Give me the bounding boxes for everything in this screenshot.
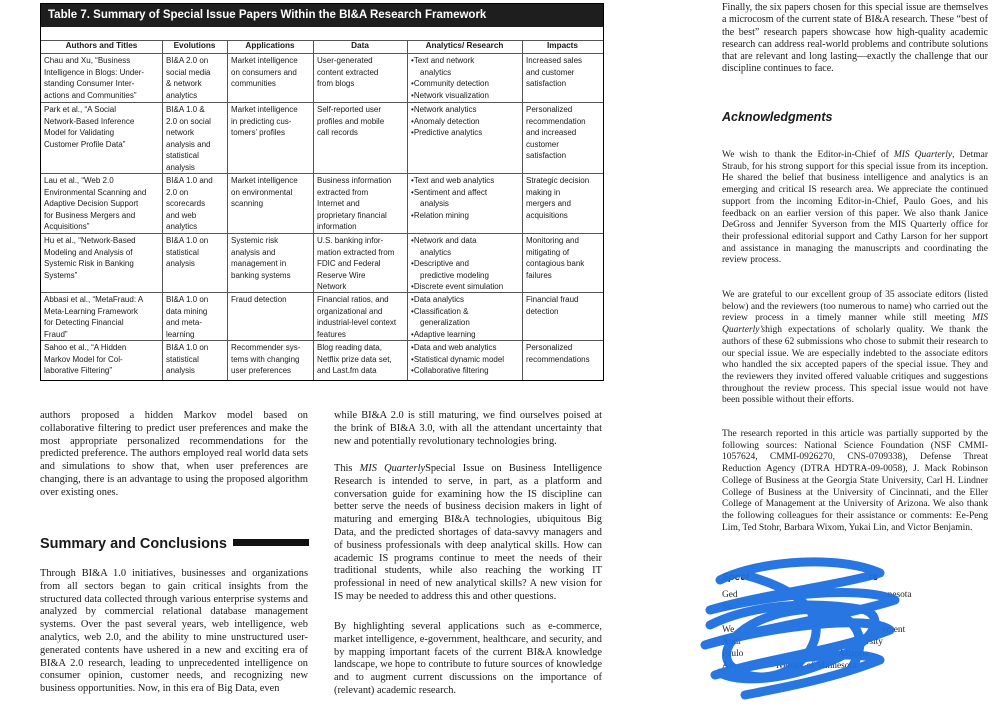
left-paragraph-2: Through BI&A 1.0 initiatives, businesses and organizations from all sectors began to gain critical insights from the structured data collected through various enterprise systems and analyzed by commercial relational database management systems. Over the past several years, web intelligence, web analytics, web 2.0, and the ability to mine unstructured user-generated contents have ushered in a new and exciting era of BI&A 2.0 research, leading to unprecedented intelligence on consumer opinion, customer needs, and recognizing new business opportunities. Now, in this era of Big Data, even <box>40 568 308 695</box>
table-cell-line: customer <box>526 139 559 149</box>
table-cell-line: communities <box>231 79 276 89</box>
table-header-analytics: Analytics/ Research <box>425 41 504 50</box>
table-cell-line: predictive modeling <box>420 270 489 280</box>
table-cell-line: Fraud” <box>44 329 68 339</box>
table-header-applications: Applications <box>245 41 295 50</box>
text-run: high expectations of scholarly quality. We thank the authors of these 62 submissions who chose to submit their research to our special issue. We are especially indebted to the associate editors who handled the six accepted papers of the special issue. They and the reviewers they invited offered valuable critiques and suggestions throughout the review process. This special issue would not have been possible without their efforts. <box>722 325 988 406</box>
table-cell-line: detection <box>526 306 559 316</box>
table-cell-line: Sahoo et al., “A Hidden <box>44 343 127 352</box>
table-cell-line: banking systems <box>231 270 291 280</box>
table-cell-impacts <box>526 104 602 162</box>
table-cell-line: Fraud detection <box>231 295 287 304</box>
table-cell-line: • Predictive analytics <box>411 127 521 139</box>
journal-name: MIS Quarterly <box>359 463 426 474</box>
text-run: Special Issue on Business Intelligence Research is intended to serve, in part, as a platform and conversation guide for examining how the IS discipline can better serve the needs of business decision makers in light of maturing and emerging BI&A technologies, ubiquitous Big Data, and the predicted shortages of data-savvy managers and of business professionals with deep analytical skills. How can academic IS programs continue to meet the needs of their traditional students, while also reaching the working IT professional in need of new analytical skills? A new vision for IS may be needed to address this and other questions. <box>334 463 602 602</box>
table-row-rule <box>41 233 603 234</box>
table-cell-line: • Statistical dynamic model <box>411 354 521 366</box>
table-cell-line: analysis and <box>166 139 211 149</box>
table-cell-line: satisfaction <box>526 151 567 161</box>
table-cell-line: Internet and <box>317 199 360 209</box>
table-cell-line: recommendation <box>526 116 586 126</box>
table-cell-line: features <box>317 329 346 339</box>
table-cell-line: Systemic risk <box>231 236 279 245</box>
table-cell-applications <box>231 342 313 377</box>
table-cell-line: • Community detection <box>411 78 521 90</box>
table-row-rule <box>41 53 603 54</box>
table-cell-line: 2.0 on <box>166 187 189 197</box>
obscured-text: Ged <box>722 589 738 600</box>
table-cell-impacts <box>526 235 602 281</box>
table-cell-line: Monitoring and <box>526 236 579 245</box>
table-cell-impacts <box>526 342 602 365</box>
obscured-text: nesota <box>887 589 912 600</box>
table-cell-line: BI&A 1.0 on <box>166 295 209 304</box>
table-cell-impacts <box>526 55 602 90</box>
table-cell-line: Recommender sys- <box>231 343 301 352</box>
table-cell-line: management in <box>231 259 287 269</box>
table-cell-evolutions <box>166 294 226 340</box>
table-col-rule <box>522 40 523 380</box>
table-cell-line: • Relation mining <box>411 210 521 222</box>
table-cell-impacts <box>526 175 602 221</box>
table-cell-line: analysis <box>420 199 449 209</box>
table-cell-line: and Last.fm data <box>317 366 377 376</box>
table-cell-line: Network <box>317 282 347 292</box>
table-header-data: Data <box>351 41 369 50</box>
table-cell-line: and meta- <box>166 318 203 328</box>
right-paragraph-1: Finally, the six papers chosen for this special issue are themselves a microcosm of the current state of BI&A research. These “best of the best” research papers showcase how high-quality academic research can address real-world problems and contribute solutions that are relevant and long lasting—exactly the challenge that our discipline continues to face. <box>722 2 988 75</box>
table-cell-line: BI&A 1.0 & <box>166 105 205 114</box>
table-cell-line: Netflix prize data set, <box>317 354 392 364</box>
table-cell-authors <box>44 342 160 377</box>
right-paragraph-4: The research reported in this article was partially supported by the following sources: National Science Foundation (NSF CMMI-1057624, CMMI-0926270, CNS-0709338), Defense Threat Reduction Agency (DTRA HDTRA-09-0058), J. Mack Robinson College of Business at the Georgia State University, Carl H. Lindner College of Business at the University of Cincinnati, and the Eller College of Management at the University of Arizona. We also thank the following colleagues for their assistance or comments: Ee-Peng Lim, Ted Stohr, Barbara Wixom, Yukai Lin, and Victor Benjamin. <box>722 429 988 533</box>
table-cell-evolutions <box>166 104 226 174</box>
mid-paragraph-1: while BI&A 2.0 is still maturing, we find ourselves poised at the brink of BI&A 3.0, with all the attendant uncertainty that new and potentially revolutionary technologies bring. <box>334 410 602 447</box>
table-cell-line: • Discrete event simulation <box>411 281 521 293</box>
table-col-rule <box>313 40 314 380</box>
table-cell-line: Network-Based Inference <box>44 116 135 126</box>
table-col-rule <box>407 40 408 380</box>
table-cell-line: content extracted <box>317 67 379 77</box>
table-cell-line: statistical <box>166 151 199 161</box>
table-cell-impacts <box>526 294 602 317</box>
table-cell-line: • Network visualization <box>411 90 521 102</box>
table-cell-line: making in <box>526 187 561 197</box>
table-cell-line: scorecards <box>166 199 206 209</box>
obscured-text: Alo <box>722 660 737 671</box>
table-cell-line: • Network analytics <box>411 104 521 116</box>
table-cell-line: analysis and <box>231 247 276 257</box>
table-cell-line: BI&A 1.0 and <box>166 176 213 185</box>
text-run: , Detmar Straub, for his strong support for this special issue from its inception. He shared the belief that business intelligence and analytics is an emerging and critical IS research area. We appreciate the continued support from the incoming Editor-in-Chief, Paulo Goes, and his feedback on an earlier version of this paper. We also thank Janice DeGross and Jennifer Syverson from the MIS Quarterly office for their professional editorial support and Cathy Larson for her support and assistance in managing the manuscripts and coordinating the review process. <box>722 150 988 266</box>
obscured-text: We <box>722 625 735 636</box>
table-cell-line: Market intelligence <box>231 176 298 185</box>
obscured-text: rsity <box>866 637 883 648</box>
table-cell-line: Reserve Wire <box>317 270 366 280</box>
table-cell-line: BI&A 1.0 on <box>166 236 209 245</box>
table-cell-line: proprietary financial <box>317 210 387 220</box>
table-cell-line: profiles and mobile <box>317 116 385 126</box>
table-cell-line: 2.0 on social <box>166 116 211 126</box>
table-cell-line: mation extracted from <box>317 247 395 257</box>
table-cell-line: analytics <box>166 222 198 232</box>
table-cell-line: • Network and data <box>411 235 521 247</box>
text-run: We wish to thank the Editor-in-Chief of <box>722 150 894 160</box>
table-title: Table 7. Summary of Special Issue Papers Within the BI&A Research Framework <box>41 4 603 27</box>
table-cell-line: • Text and network <box>411 55 521 67</box>
table-cell-data <box>317 175 407 233</box>
table-cell-line: Acquisitions” <box>44 222 90 232</box>
table-cell-applications <box>231 55 313 90</box>
table-row-rule <box>41 102 603 103</box>
table-cell-line: Systemic Risk in Banking <box>44 259 134 269</box>
table-cell-line: mitigating of <box>526 247 570 257</box>
table-cell-line: BI&A 1.0 on <box>166 343 209 352</box>
table-cell-line: tomers’ profiles <box>231 128 285 138</box>
table-cell-line: Strategic decision <box>526 176 590 185</box>
table-cell-line: Environmental Scanning and <box>44 187 147 197</box>
table-cell-line: on environmental <box>231 187 293 197</box>
table-cell-line: Park et al., “A Social <box>44 105 117 114</box>
table-cell-line: extracted from <box>317 187 369 197</box>
table-cell-line: laborative Filtering” <box>44 366 113 376</box>
table-cell-line: Hu et al., “Network-Based <box>44 236 136 245</box>
table-cell-analytics <box>411 235 521 293</box>
table-cell-line: • Data analytics <box>411 294 521 306</box>
obscured-text: Paulo <box>722 648 744 659</box>
table-cell-data <box>317 55 407 90</box>
table-cell-line: call records <box>317 128 358 138</box>
table-header-impacts: Impacts <box>547 41 578 50</box>
table-cell-analytics <box>411 342 521 377</box>
table-cell-line: analysis <box>166 259 195 269</box>
table-cell-line: from blogs <box>317 79 355 89</box>
table-cell-analytics <box>411 175 521 221</box>
table-cell-line: Personalized <box>526 105 573 114</box>
mid-paragraph-2 <box>334 463 602 604</box>
table-cell-line: statistical <box>166 247 199 257</box>
text-run: This <box>334 463 360 474</box>
table-cell-line: • Sentiment and affect <box>411 187 521 199</box>
table-cell-line: User-generated <box>317 56 373 65</box>
table-cell-line: analytics <box>420 67 452 77</box>
table-cell-line: Meta-Learning Framework <box>44 306 138 316</box>
table-cell-authors <box>44 235 160 281</box>
left-paragraph-1: authors proposed a hidden Markov model based on collaborative filtering to predict user preferences and make the most appropriate personalized recommendations for the predicted preference. The authors employed real world data sets and simulations to show that, when user preferences are changing, there is an advantage to using the proposed algorithm over existing ones. <box>40 410 308 498</box>
table-cell-line: mergers and <box>526 199 571 209</box>
table-cell-line: failures <box>526 270 552 280</box>
table-cell-line: Business information <box>317 176 392 185</box>
table-cell-line: analytics <box>166 90 198 100</box>
table-cell-line: user preferences <box>231 366 292 376</box>
table-cell-analytics <box>411 55 521 101</box>
table-cell-line: recommendations <box>526 354 590 364</box>
table-cell-line: generalization <box>420 318 470 328</box>
table-cell-line: analysis <box>166 366 195 376</box>
table-cell-line: • Anomaly detection <box>411 116 521 128</box>
summary-table <box>40 3 604 381</box>
table-cell-line: • Data and web analytics <box>411 342 521 354</box>
table-cell-data <box>317 342 407 377</box>
table-cell-data <box>317 104 407 139</box>
table-cell-line: Blog reading data, <box>317 343 382 352</box>
mid-paragraph-3: By highlighting several applications such as e-commerce, market intelligence, e-government, healthcare, and security, and by mapping important facets of the current BI&A knowledge landscape, we hope to contribute to future sources of knowledge and to augment current discussions on the importance of (relevant) academic research. <box>334 621 602 696</box>
table-cell-line: Lau et al., “Web 2.0 <box>44 176 114 185</box>
table-cell-line: and customer <box>526 67 575 77</box>
table-cell-line: • Collaborative filtering <box>411 365 521 377</box>
table-cell-authors <box>44 104 160 150</box>
table-cell-line: • Adaptive learning <box>411 329 521 341</box>
table-cell-line: Self-reported user <box>317 105 382 114</box>
right-paragraph-2 <box>722 150 988 267</box>
table-cell-line: scanning <box>231 199 264 209</box>
table-cell-line: & network <box>166 79 202 89</box>
journal-name: MIS Quarterly <box>893 150 953 160</box>
table-cell-applications <box>231 235 313 281</box>
table-cell-authors <box>44 175 160 233</box>
obscured-text: iversity of Minnesota <box>776 660 857 671</box>
pen-scribble-redaction <box>690 555 920 705</box>
table-cell-line: statistical <box>166 354 199 364</box>
table-cell-line: Personalized <box>526 343 573 352</box>
table-cell-data <box>317 235 407 293</box>
table-cell-line: Financial fraud <box>526 295 579 304</box>
table-cell-line: social media <box>166 67 211 77</box>
table-cell-line: Market intelligence <box>231 56 298 65</box>
table-cell-line: on consumers and <box>231 67 297 77</box>
table-cell-line: Abbasi et al., “MetaFraud: A <box>44 295 144 304</box>
table-col-rule <box>227 40 228 380</box>
table-cell-line: Modeling and Analysis of <box>44 247 133 257</box>
table-cell-line: acquisitions <box>526 210 568 220</box>
table-cell-line: Chau and Xu, “Business <box>44 56 131 65</box>
table-cell-evolutions <box>166 235 226 270</box>
table-cell-line: and web <box>166 210 197 220</box>
table-cell-line: and increased <box>526 128 577 138</box>
acknowledgments-heading: Acknowledgments <box>722 110 833 124</box>
obscured-text: rs <box>868 572 879 583</box>
table-cell-line: Adaptive Decision Support <box>44 199 139 209</box>
table-cell-line: Financial ratios, and <box>317 295 389 304</box>
table-cell-line: Increased sales <box>526 56 583 65</box>
table-cell-line: learning <box>166 329 195 339</box>
table-cell-line: • Descriptive and <box>411 258 521 270</box>
journal-name: MIS Quarterly’s <box>722 313 988 336</box>
table-cell-authors <box>44 55 160 101</box>
table-cell-line: Model for Validating <box>44 128 115 138</box>
table-cell-line: • Text and web analytics <box>411 175 521 187</box>
table-cell-line: in predicting cus- <box>231 116 292 126</box>
table-cell-line: Intelligence in Blogs: Under- <box>44 67 145 77</box>
table-cell-line: analytics <box>420 247 452 257</box>
table-cell-applications <box>231 104 313 139</box>
table-cell-line: analysis <box>166 162 195 172</box>
table-row-rule <box>41 173 603 174</box>
table-cell-line: Market intelligence <box>231 105 298 114</box>
table-cell-line: for Business Mergers and <box>44 210 136 220</box>
table-cell-line: organizational and <box>317 306 383 316</box>
obscured-text: Andr <box>722 637 742 648</box>
table-cell-analytics <box>411 294 521 340</box>
table-cell-line: satisfaction <box>526 79 567 89</box>
text-run: We are grateful to our excellent group of 35 associate editors (listed below) and the reviewers (too numerous to name) who carried out the review process in a timely manner while still meeting <box>722 290 988 324</box>
table-col-rule <box>162 40 163 380</box>
table-cell-line: FDIC and Federal <box>317 259 381 269</box>
obscured-text: Speci <box>722 572 749 583</box>
table-cell-line: BI&A 2.0 on <box>166 56 209 65</box>
right-paragraph-3 <box>722 290 988 407</box>
table-cell-line: U.S. banking infor- <box>317 236 384 245</box>
table-cell-applications <box>231 175 313 210</box>
table-cell-line: data mining <box>166 306 208 316</box>
table-cell-line: industrial-level context <box>317 318 397 328</box>
table-cell-line: information <box>317 222 357 232</box>
table-cell-authors <box>44 294 160 340</box>
table-cell-evolutions <box>166 342 226 377</box>
table-header-evolutions: Evolutions <box>173 41 216 50</box>
summary-heading: Summary and Conclusions <box>40 536 227 552</box>
table-cell-analytics <box>411 104 521 139</box>
table-cell-data <box>317 294 407 340</box>
table-cell-evolutions <box>166 175 226 233</box>
obscured-text: ement <box>882 625 906 636</box>
table-cell-evolutions <box>166 55 226 101</box>
obscured-text: Su <box>722 601 732 612</box>
table-cell-applications <box>231 294 313 306</box>
obscured-text: Arizona <box>838 648 869 659</box>
table-cell-line: Markov Model for Col- <box>44 354 123 364</box>
table-cell-line: actions and Communities” <box>44 90 137 100</box>
table-cell-line: • Classification & <box>411 306 521 318</box>
table-cell-line: for Detecting Financial <box>44 318 124 328</box>
table-header-authors: Authors and Titles <box>65 41 138 50</box>
table-cell-line: Customer Profile Data” <box>44 139 126 149</box>
table-cell-line: standing Consumer Inter- <box>44 79 135 89</box>
heading-rule <box>233 539 309 546</box>
table-cell-line: tems with changing <box>231 354 300 364</box>
table-cell-line: Systems” <box>44 270 78 280</box>
table-cell-line: contagious bank <box>526 259 585 269</box>
table-cell-line: network <box>166 128 195 138</box>
